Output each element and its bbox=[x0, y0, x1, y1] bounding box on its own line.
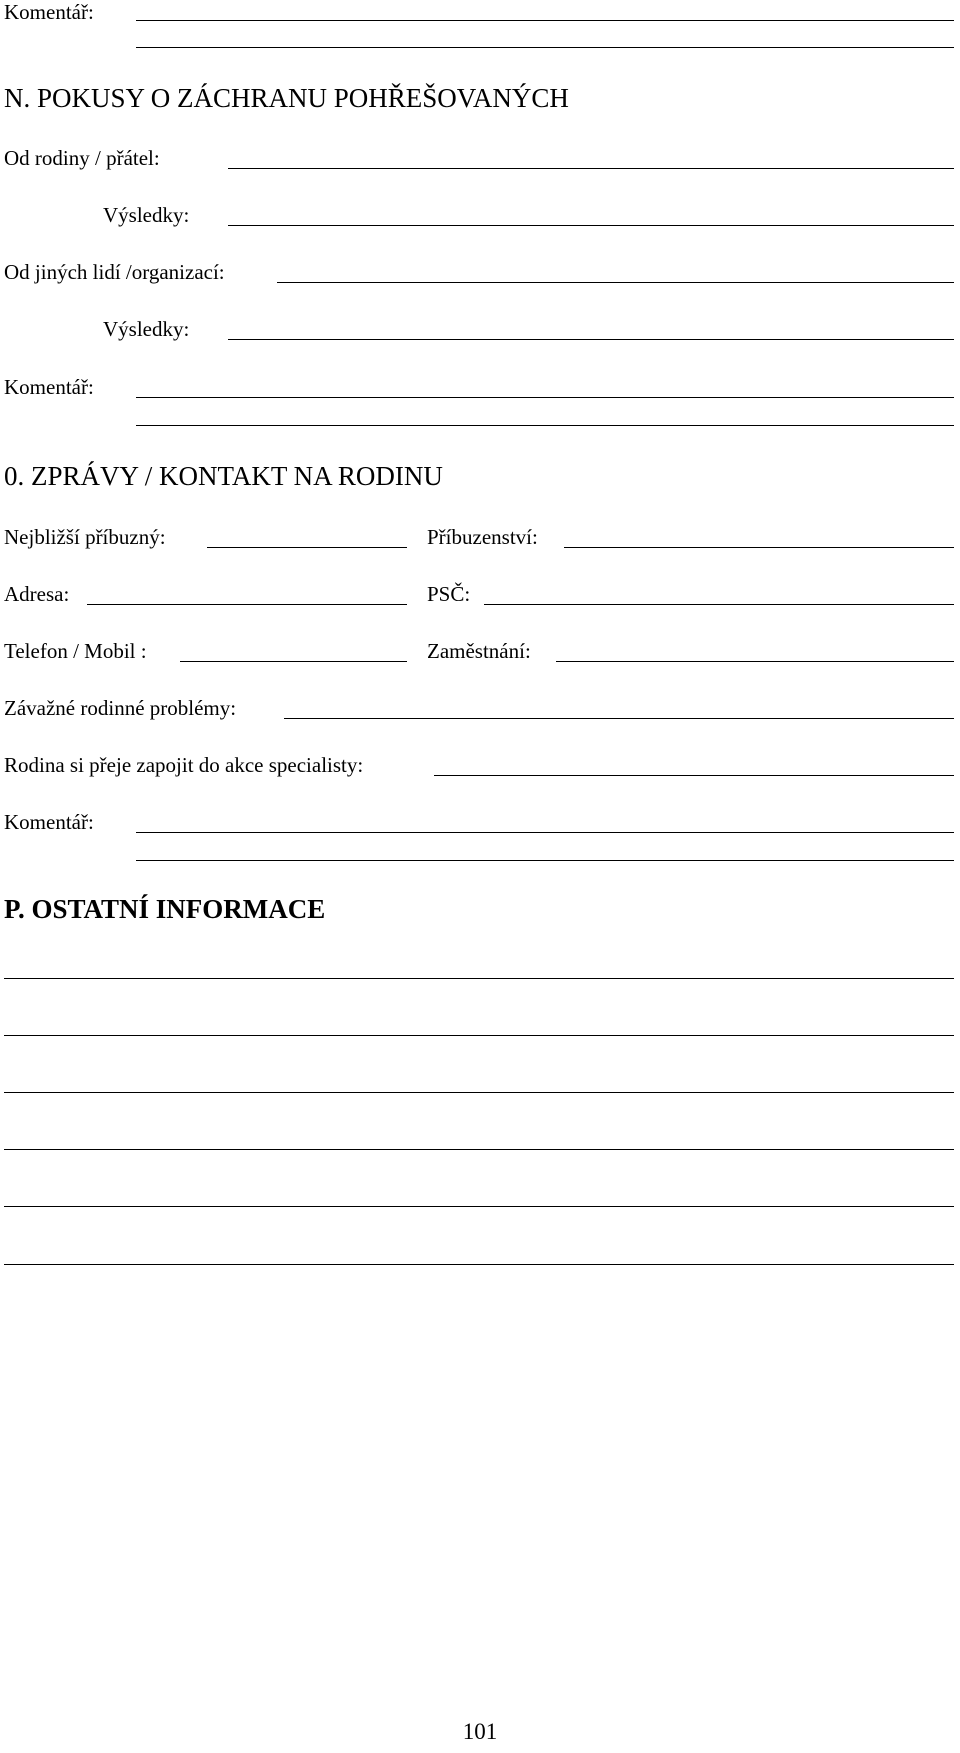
results-1-label: Výsledky: bbox=[103, 203, 190, 227]
family-friends-line[interactable] bbox=[228, 168, 954, 169]
relationship-label: Příbuzenství: bbox=[427, 525, 538, 549]
employment-line[interactable] bbox=[556, 661, 954, 662]
phone-line[interactable] bbox=[180, 661, 407, 662]
results-2-label: Výsledky: bbox=[103, 317, 190, 341]
section-o-comment-line-2[interactable] bbox=[136, 860, 954, 861]
top-comment-label: Komentář: bbox=[4, 0, 94, 24]
specialists-line[interactable] bbox=[434, 775, 954, 776]
other-info-line-2[interactable] bbox=[4, 1035, 954, 1036]
results-2-line[interactable] bbox=[228, 339, 954, 340]
section-p-heading: P. OSTATNÍ INFORMACE bbox=[4, 894, 326, 924]
section-o-heading: 0. ZPRÁVY / KONTAKT NA RODINU bbox=[4, 461, 443, 491]
section-n-comment-line-2[interactable] bbox=[136, 425, 954, 426]
family-problems-label: Závažné rodinné problémy: bbox=[4, 696, 237, 720]
address-line[interactable] bbox=[87, 604, 407, 605]
other-people-line[interactable] bbox=[277, 282, 954, 283]
zip-code-label: PSČ: bbox=[427, 582, 471, 606]
family-problems-line[interactable] bbox=[284, 718, 954, 719]
other-info-line-4[interactable] bbox=[4, 1149, 954, 1150]
address-label: Adresa: bbox=[4, 582, 70, 606]
top-comment-line-1[interactable] bbox=[136, 20, 954, 21]
relationship-line[interactable] bbox=[564, 547, 954, 548]
section-n-comment-label: Komentář: bbox=[4, 375, 94, 399]
other-info-line-5[interactable] bbox=[4, 1206, 954, 1207]
top-comment-line-2[interactable] bbox=[136, 47, 954, 48]
other-people-label: Od jiných lidí /organizací: bbox=[4, 260, 225, 284]
zip-code-line[interactable] bbox=[484, 604, 954, 605]
page-number: 101 bbox=[462, 1719, 498, 1744]
section-o-comment-label: Komentář: bbox=[4, 810, 94, 834]
section-n-heading: N. POKUSY O ZÁCHRANU POHŘEŠOVANÝCH bbox=[4, 83, 569, 113]
section-n-comment-line-1[interactable] bbox=[136, 397, 954, 398]
family-friends-label: Od rodiny / přátel: bbox=[4, 146, 160, 170]
nearest-relative-line[interactable] bbox=[207, 547, 407, 548]
section-o-comment-line-1[interactable] bbox=[136, 832, 954, 833]
other-info-line-3[interactable] bbox=[4, 1092, 954, 1093]
employment-label: Zaměstnání: bbox=[427, 639, 531, 663]
other-info-line-6[interactable] bbox=[4, 1264, 954, 1265]
other-info-line-1[interactable] bbox=[4, 978, 954, 979]
specialists-label: Rodina si přeje zapojit do akce specialisty: bbox=[4, 753, 364, 777]
nearest-relative-label: Nejbližší příbuzný: bbox=[4, 525, 166, 549]
results-1-line[interactable] bbox=[228, 225, 954, 226]
phone-label: Telefon / Mobil : bbox=[4, 639, 147, 663]
